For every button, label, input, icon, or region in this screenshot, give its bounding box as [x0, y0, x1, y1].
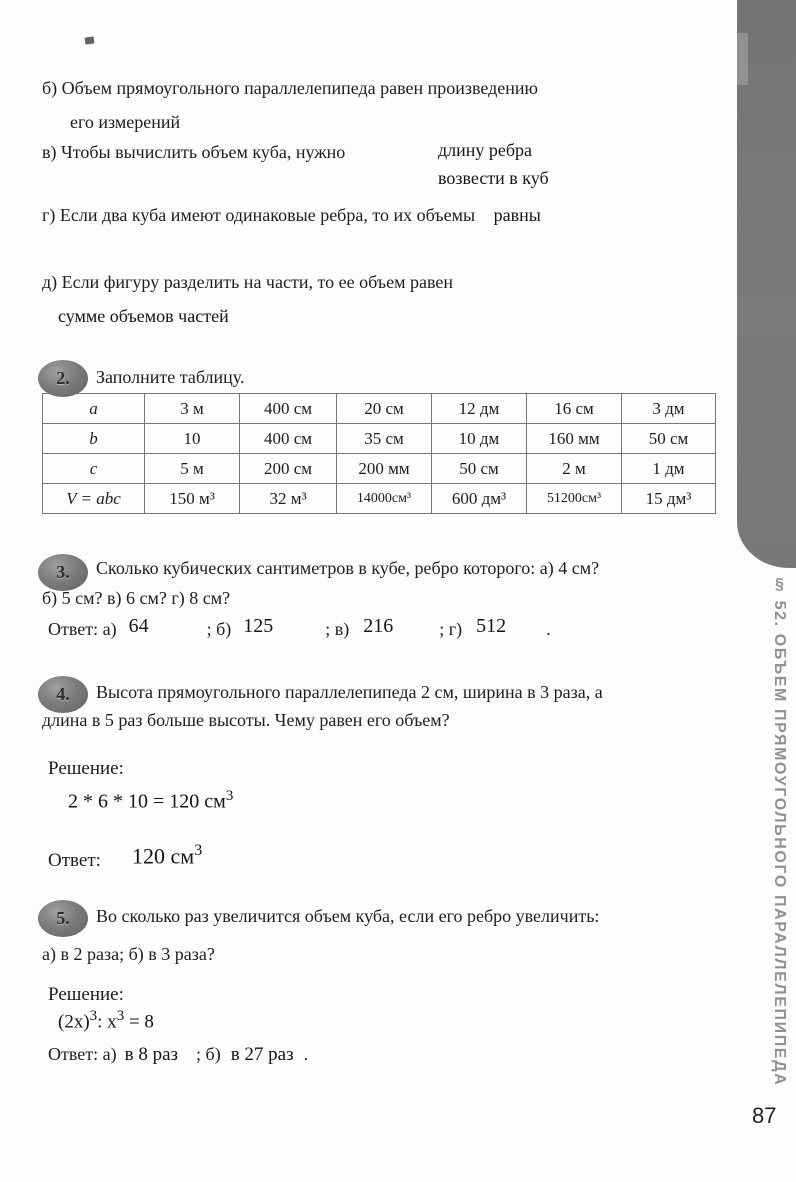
table-cell: 15 дм³ — [622, 484, 716, 514]
task3-answer-v: 216 — [363, 615, 394, 637]
table-row-a — [43, 394, 716, 424]
table-cell: 1 дм — [622, 454, 716, 484]
table-cell: 12 дм — [432, 394, 527, 424]
table-cell: 10 — [145, 424, 240, 454]
table-cell: 600 дм³ — [432, 484, 527, 514]
task5-answer-prefix: Ответ: а) — [48, 1044, 117, 1064]
table-cell: 50 см — [622, 424, 716, 454]
item-d-label: д) — [42, 272, 58, 292]
task3-answer-g: 512 — [476, 615, 507, 637]
task5-formula-sup1: 3 — [89, 1008, 98, 1024]
row-label-a: a — [43, 394, 145, 424]
task5-formula-p1: (2x) — [58, 1011, 90, 1033]
scan-mark — [85, 36, 95, 44]
task3-line1: Сколько кубических сантиметров в кубе, ребро которого: а) 4 см? — [96, 558, 600, 578]
item-v-printed: Чтобы вычислить объем куба, нужно — [61, 142, 346, 162]
task5-answer-a: в 8 раз — [124, 1044, 179, 1065]
task4-answer-sup: 3 — [194, 842, 203, 859]
task5-answer-line — [48, 1044, 308, 1066]
fill-item-b-line2 — [70, 112, 180, 133]
task4-line2: длина в 5 раз больше высоты. Чему равен его объем? — [42, 710, 450, 730]
table-cell: 3 м — [145, 394, 240, 424]
task5-period: . — [303, 1044, 309, 1064]
task3-sep-v: ; в) — [325, 619, 350, 639]
task5-number-badge — [38, 900, 88, 937]
item-v-answer2: возвести в куб — [438, 168, 549, 188]
table-cell: 14000см³ — [337, 484, 432, 514]
task4-number: 4. — [56, 684, 70, 704]
fill-item-d-line1 — [42, 272, 453, 293]
task3-answer-a: 64 — [128, 615, 149, 637]
table-cell: 400 см — [240, 394, 337, 424]
row-label-c: c — [43, 454, 145, 484]
row-label-v: V = abc — [43, 484, 145, 514]
item-v-answer-line2 — [438, 168, 549, 189]
task4-solution-text: 2 * 6 * 10 = 120 см — [68, 790, 226, 813]
table-row-c — [43, 454, 716, 484]
task3-sep-g: ; г) — [439, 619, 463, 639]
task4-answer-text: 120 см — [132, 843, 195, 869]
task3-number: 3. — [56, 562, 70, 582]
task3-answer-b: 125 — [243, 615, 274, 637]
task5-solution-label: Решение: — [48, 984, 124, 1005]
fill-item-g-line — [42, 205, 541, 226]
page-number: 87 — [752, 1103, 777, 1128]
table-cell: 160 мм — [527, 424, 622, 454]
item-d-printed: Если фигуру разделить на части, то ее объем равен — [61, 272, 453, 292]
task4-answer-label: Ответ: — [48, 850, 101, 871]
table-cell: 5 м — [145, 454, 240, 484]
side-band-notch — [737, 33, 748, 85]
task3-answer-prefix: Ответ: а) — [48, 619, 117, 639]
item-b-printed: Объем прямоугольного параллелепипеда равен произведению — [61, 78, 539, 98]
item-d-answer: сумме объемов частей — [58, 306, 229, 326]
table-cell: 32 м³ — [240, 484, 337, 514]
item-g-printed: Если два куба имеют одинаковые ребра, то их объемы — [59, 205, 476, 225]
fill-table — [42, 393, 716, 514]
task2-title: Заполните таблицу. — [96, 367, 245, 387]
chapter-side-band — [737, 0, 796, 568]
table-cell: 16 см — [527, 394, 622, 424]
task2-number-badge — [38, 360, 88, 397]
task3-number-badge — [38, 554, 88, 591]
task3-line2: б) 5 см? в) 6 см? г) 8 см? — [42, 588, 231, 608]
table-cell: 10 дм — [432, 424, 527, 454]
fill-item-v-line — [42, 142, 345, 163]
table-cell: 20 см — [337, 394, 432, 424]
item-g-answer: равны — [493, 205, 541, 225]
table-cell: 3 дм — [622, 394, 716, 424]
item-v-label: в) — [42, 142, 57, 162]
item-v-answer1: длину ребра — [438, 140, 533, 160]
task5-answer-b: в 27 раз — [230, 1044, 294, 1065]
table-cell: 200 см — [240, 454, 337, 484]
table-cell: 150 м³ — [145, 484, 240, 514]
item-b-printed2: его измерений — [70, 112, 181, 132]
fill-item-d-line2 — [58, 306, 229, 327]
task4-solution — [68, 788, 233, 814]
table-cell: 35 см — [337, 424, 432, 454]
row-label-b: b — [43, 424, 145, 454]
task3-answer-line — [48, 615, 551, 641]
task4-answer — [132, 842, 202, 869]
task4-number-badge — [38, 676, 88, 713]
task5-formula-sup2: 3 — [116, 1008, 125, 1024]
task3-period: . — [546, 619, 551, 639]
table-row-b — [43, 424, 716, 454]
table-row-v — [43, 484, 716, 514]
task4-solution-label: Решение: — [48, 758, 124, 779]
item-g-label: г) — [42, 205, 56, 225]
table-cell: 400 см — [240, 424, 337, 454]
item-v-answer-line1 — [438, 140, 532, 161]
task4-solution-sup: 3 — [225, 788, 234, 804]
table-cell: 51200см³ — [527, 484, 622, 514]
table-cell: 2 м — [527, 454, 622, 484]
fill-item-b-line1 — [42, 78, 538, 99]
task3-sep-b: ; б) — [206, 619, 232, 639]
table-cell: 50 см — [432, 454, 527, 484]
task5-formula-p2: : x — [97, 1011, 117, 1033]
task5-formula-p3: = 8 — [128, 1011, 154, 1033]
task2-number: 2. — [56, 368, 70, 388]
item-b-label: б) — [42, 78, 58, 98]
task5-number: 5. — [56, 908, 70, 928]
task5-line2: а) в 2 раза; б) в 3 раза? — [42, 944, 215, 964]
task5-solution — [58, 1008, 154, 1033]
task4-line1: Высота прямоугольного параллелепипеда 2 см, ширина в 3 раза, а — [96, 682, 603, 702]
task5-line1: Во сколько раз увеличится объем куба, если его ребро увеличить: — [96, 906, 600, 926]
chapter-title-vertical: § 52. ОБЪЕМ ПРЯМОУГОЛЬНОГО ПАРАЛЛЕЛЕПИПЕДА — [771, 576, 788, 1087]
task5-sep-b: ; б) — [196, 1044, 221, 1064]
table-cell: 200 мм — [337, 454, 432, 484]
